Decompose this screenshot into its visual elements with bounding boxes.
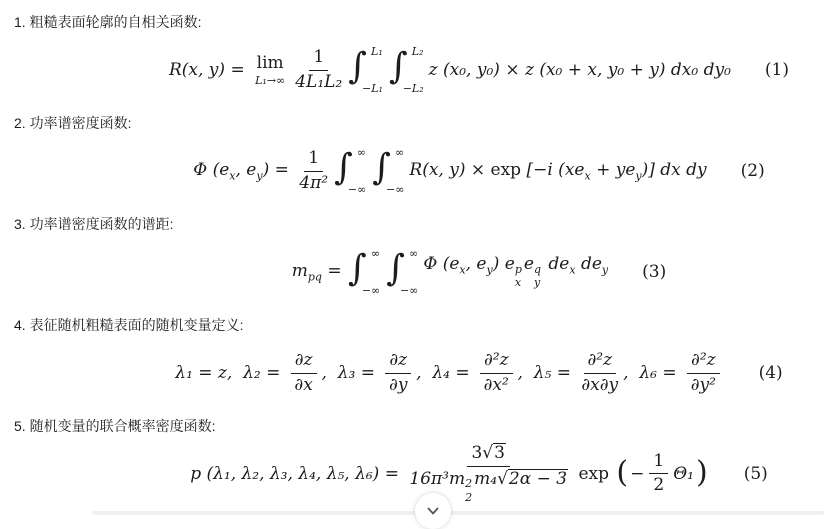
- formula-item-3: [14, 214, 824, 315]
- open-paren: (: [616, 454, 629, 490]
- equation-4-number: (4): [758, 363, 783, 383]
- integral-icon: ∫: [334, 147, 353, 188]
- eq5-minus: −: [630, 463, 645, 484]
- eq5-lhs: p (λ₁, λ₂, λ₃, λ₄, λ₅, λ₆) =: [190, 463, 405, 484]
- eq5-denominator: 16π³m 2 2 m₄ √ 2α − 3: [409, 468, 568, 505]
- eq4-frac-1: $\frac{\partial z}{\partial x}$: [291, 351, 317, 395]
- formula-item-4: [14, 315, 824, 416]
- eq5-theta: Θ₁: [673, 463, 694, 484]
- integral-icon: ∫: [386, 248, 405, 289]
- integral-icon: ∫: [388, 46, 408, 87]
- equation-5: [14, 442, 824, 506]
- formula-item-2: [14, 113, 824, 214]
- eq1-integral-1: ∫ L₁ −L₁: [348, 45, 383, 95]
- eq2-integral-2: ∫ ∞ −∞: [372, 146, 405, 196]
- eq2-body: R(x, y) × exp [−i $(xe_x + ye_y)$] dx dy: [409, 159, 707, 183]
- eq1-lhs: R(x, y) =: [168, 59, 251, 80]
- equation-4-formula: λ₁ = z, λ₂ = $\frac{\partial z}{\partial x}$ , λ₃ = $\frac{\partial z}{\partial y}$ , λ₄ = $\frac{\text{∂²z}}{\text{∂x²}}$ , λ₅ = $\frac{\text{∂²z}}{\partial x\partial y}$ , λ₆ = $\frac{\text{∂²z}}{\text{∂y²}}$: [175, 351, 724, 395]
- eq5-half-fraction: $\frac{1}{2}$: [649, 452, 668, 496]
- equation-3: [14, 240, 824, 304]
- eq4-frac-5: $\frac{\text{∂²z}}{\text{∂y²}}$: [687, 351, 720, 395]
- bottom-divider: [92, 511, 824, 515]
- eq3-integral-2: ∫ ∞ −∞: [386, 247, 419, 297]
- eq3-integral-1: ∫ ∞ −∞: [348, 247, 381, 297]
- equation-3-number: (3): [642, 262, 667, 282]
- eq1-fraction: $\frac{1}{\text{4L₁L₂}}$: [295, 46, 343, 92]
- integral-icon: ∫: [372, 147, 392, 188]
- eq5-numerator: 3 √ 3: [467, 443, 510, 467]
- eq5-exp: exp: [573, 463, 615, 484]
- equation-1-number: (1): [764, 60, 789, 80]
- eq4-frac-4: $\frac{\text{∂²z}}{\partial x\partial y}$: [581, 349, 619, 395]
- item-3-label: 3. 功率谱密度函数的谱距:: [14, 216, 174, 232]
- equation-5-formula: [190, 443, 710, 505]
- equation-2-formula: [193, 147, 706, 195]
- item-1-label: 1. 粗糙表面轮廓的自相关函数:: [14, 14, 202, 30]
- equation-4: [14, 341, 824, 405]
- equation-2-number: (2): [740, 161, 765, 181]
- integral-icon: ∫: [348, 248, 367, 289]
- formula-item-1: [14, 12, 824, 113]
- item-5-label: 5. 随机变量的联合概率密度函数:: [14, 418, 216, 434]
- eq2-lhs: Φ ($e_x$, $e_y$) =: [193, 159, 295, 183]
- radical-icon: √: [497, 468, 508, 489]
- eq1-integral-2: ∫ L₂ −L₂: [388, 45, 424, 95]
- equation-1-formula: [169, 46, 731, 94]
- eq1-limit: lim L₁→∞: [255, 52, 286, 87]
- integral-icon: ∫: [348, 46, 368, 87]
- eq3-lhs: $m_{pq}$ =: [291, 260, 348, 284]
- eq1-body: z (x₀, y₀) × z (x₀ + x, y₀ + y) dx₀ dy₀: [428, 59, 731, 80]
- scroll-down-button[interactable]: [415, 493, 451, 529]
- item-4-label: 4. 表征随机粗糙表面的随机变量定义:: [14, 317, 244, 333]
- eq4-frac-3: $\frac{\text{∂²z}}{\text{∂x²}}$: [480, 351, 513, 395]
- eq2-fraction: $\frac{1}{\text{4π²}}$: [299, 147, 329, 193]
- eq3-body: Φ ($e_x$, $e_y$) e p x e q y $de_x$ $de_y$: [423, 253, 609, 290]
- radical-icon: √: [482, 443, 494, 464]
- equation-5-number: (5): [743, 464, 768, 484]
- equation-2: [14, 139, 824, 203]
- equation-3-formula: [292, 248, 608, 296]
- eq2-integral-1: ∫ ∞ −∞: [334, 146, 367, 196]
- eq4-frac-2: $\frac{\partial z}{\partial y}$: [385, 351, 411, 395]
- equation-1: [14, 38, 824, 102]
- item-2-label: 2. 功率谱密度函数:: [14, 115, 132, 131]
- close-paren: ): [695, 454, 708, 490]
